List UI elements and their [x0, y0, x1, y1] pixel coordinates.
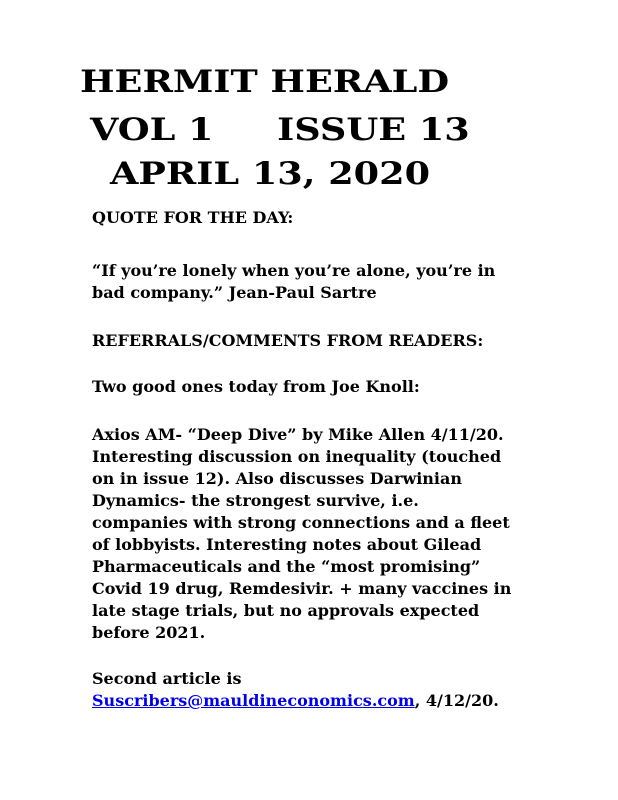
article-1-line: on in issue 12). Also discusses Darwinian	[92, 469, 463, 488]
masthead-date: APRIL 13, 2020	[110, 156, 431, 192]
article-1-line: late stage trials, but no approvals expected	[92, 601, 480, 620]
article-1-line: Axios AM- “Deep Dive” by Mike Allen 4/11/20.	[92, 425, 504, 444]
article-1-line: companies with strong connections and a fleet	[92, 513, 510, 532]
quote-line-2: bad company.” Jean-Paul Sartre	[92, 283, 377, 302]
referrals-intro: Two good ones today from Joe Knoll:	[92, 377, 420, 396]
article-2-date: , 4/12/20.	[414, 691, 499, 710]
article-2-email-link[interactable]: Suscribers@mauldineconomics.com	[92, 691, 415, 710]
article-1-line: Dynamics- the strongest survive, i.e.	[92, 491, 419, 510]
masthead-title: HERMIT HERALD	[80, 64, 450, 100]
article-1-line: Covid 19 drug, Remdesivir. + many vaccines in	[92, 579, 512, 598]
article-1-line: before 2021.	[92, 623, 206, 642]
article-2-line	[92, 690, 542, 712]
referrals-heading: REFERRALS/COMMENTS FROM READERS:	[92, 331, 484, 350]
masthead-volume-issue: VOL 1 ISSUE 13	[90, 112, 470, 148]
quote-line-1: “If you’re lonely when you’re alone, you’re in	[92, 261, 496, 280]
article-2-intro: Second article is	[92, 669, 242, 688]
quote-heading: QUOTE FOR THE DAY:	[92, 208, 294, 227]
article-1-line: Pharmaceuticals and the “most promising”	[92, 557, 481, 576]
article-1-line: Interesting discussion on inequality (touched	[92, 447, 502, 466]
article-1-line: of lobbyists. Interesting notes about Gilead	[92, 535, 482, 554]
